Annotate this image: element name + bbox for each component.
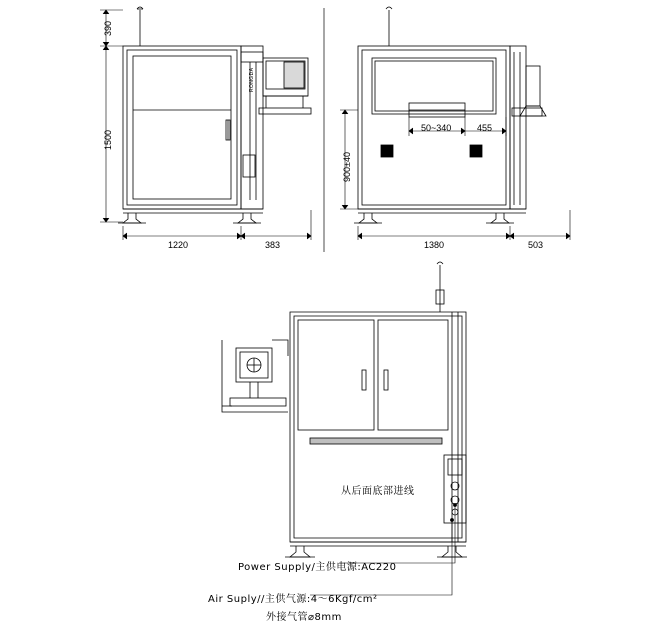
callout-power-supply: Power Supply/主供电源:AC220 [238,562,397,573]
callout-air-supply: Air Suply//主供气源:4～6Kgf/cm² [208,594,378,605]
perspective-view-group [222,262,467,557]
dim-height-upper: 390 [103,20,113,36]
dim-width-main: 1220 [168,240,189,250]
dim-conveyor-height: 900±40 [342,152,352,182]
machine-brand-label: RONGDA [249,67,255,92]
front-view-dimensions [100,10,311,240]
dim-board-width-range: 50~340 [421,123,452,133]
callout-leaders [310,503,457,595]
dim-inner-width: 455 [477,123,493,133]
dim-depth-side: 503 [528,240,544,250]
dim-height-total: 1500 [103,129,113,150]
annotation-rear-bottom-wiring: 从后面底部进线 [341,486,415,497]
dim-depth-main: 1380 [424,240,445,250]
callout-air-tube: 外接气管⌀8mm [266,612,342,623]
dim-width-side: 383 [265,240,281,250]
front-view-group [118,7,311,223]
side-view-group [354,7,546,223]
